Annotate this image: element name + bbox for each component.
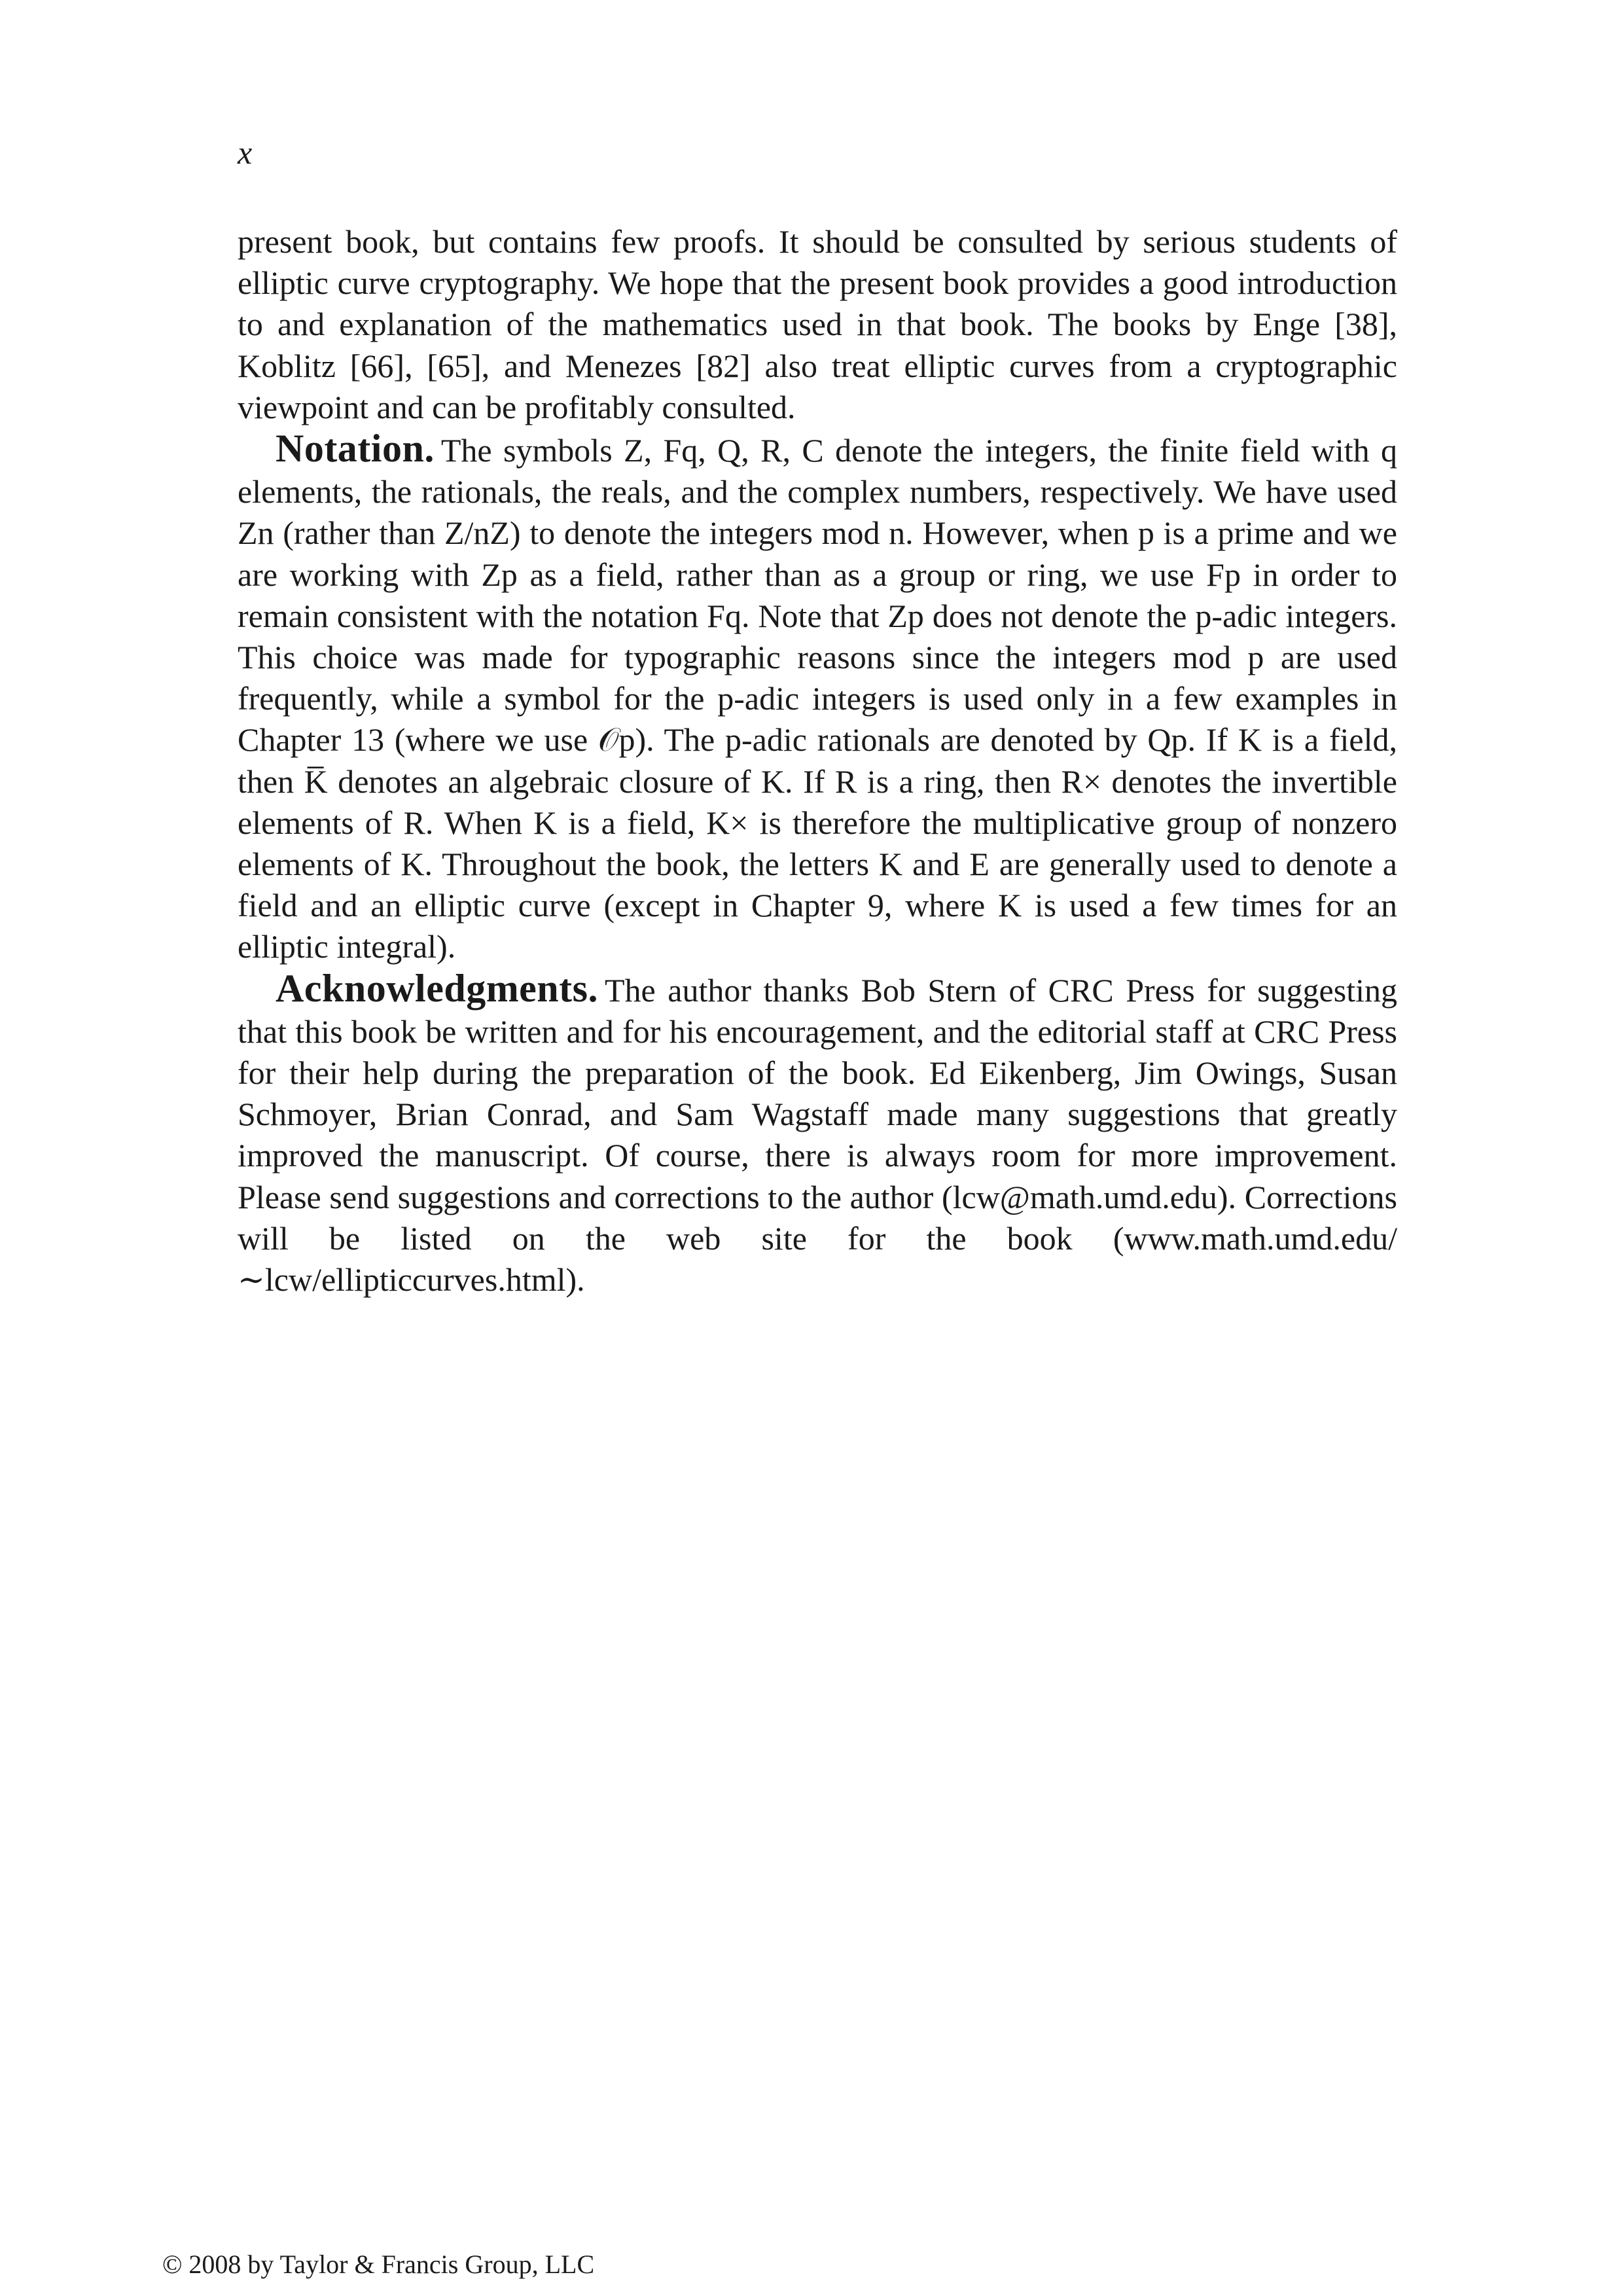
notation-paragraph: [238, 428, 1397, 968]
acknowledgments-heading: Acknowledgments.: [276, 966, 599, 1010]
notation-body: The symbols Z, Fq, Q, R, C denote the integers, the finite field with q elements, the rationals, the reals, and the complex numbers, respectively. We have used Zn (rather than Z/nZ) to denote the integers mod n. However, when p is a prime and we are working with Zp as a field, rather than as a group or ring, we use Fp in order to remain consistent with the notation Fq. Note that Zp does not denote the p-adic integers. This choice was made for typographic reasons since the integers mod p are used frequently, while a symbol for the p-adic integers is used only in a few examples in Chapter 13 (where we use 𝒪p). The p-adic rationals are denoted by Qp. If K is a field, then K̅ denotes an algebraic closure of K. If R is a ring, then R× denotes the invertible elements of R. When K is a field, K× is therefore the multiplicative group of nonzero elements of K. Throughout the book, the letters K and E are generally used to denote a field and an elliptic curve (except in Chapter 9, where K is used a few times for an elliptic integral).: [238, 432, 1397, 965]
page-number: x: [238, 134, 253, 171]
copyright-footer: © 2008 by Taylor & Francis Group, LLC: [162, 2250, 595, 2279]
notation-heading: Notation.: [276, 427, 435, 471]
acknowledgments-paragraph: [238, 968, 1397, 1301]
acknowledgments-body: The author thanks Bob Stern of CRC Press for suggesting that this book be written and for his encouragement, and the editorial staff at CRC Press for their help during the preparation of the book. Ed Eikenberg, Jim Owings, Susan Schmoyer, Brian Conrad, and Sam Wagstaff made many suggestions that greatly improved the manuscript. Of course, there is always room for more improvement. Please send suggestions and corrections to the author (lcw@math.umd.edu). Corrections will be listed on the web site for the book (www.math.umd.edu/∼lcw/ellipticcurves.html).: [238, 971, 1397, 1299]
intro-paragraph: present book, but contains few proofs. It should be consulted by serious students of elliptic curve cryptography. We hope that the present book provides a good introduction to and explanation of the mathematics used in that book. The books by Enge [38], Koblitz [66], [65], and Menezes [82] also treat elliptic curves from a cryptographic viewpoint and can be profitably consulted.: [238, 223, 1397, 425]
page-body: [238, 221, 1397, 1300]
